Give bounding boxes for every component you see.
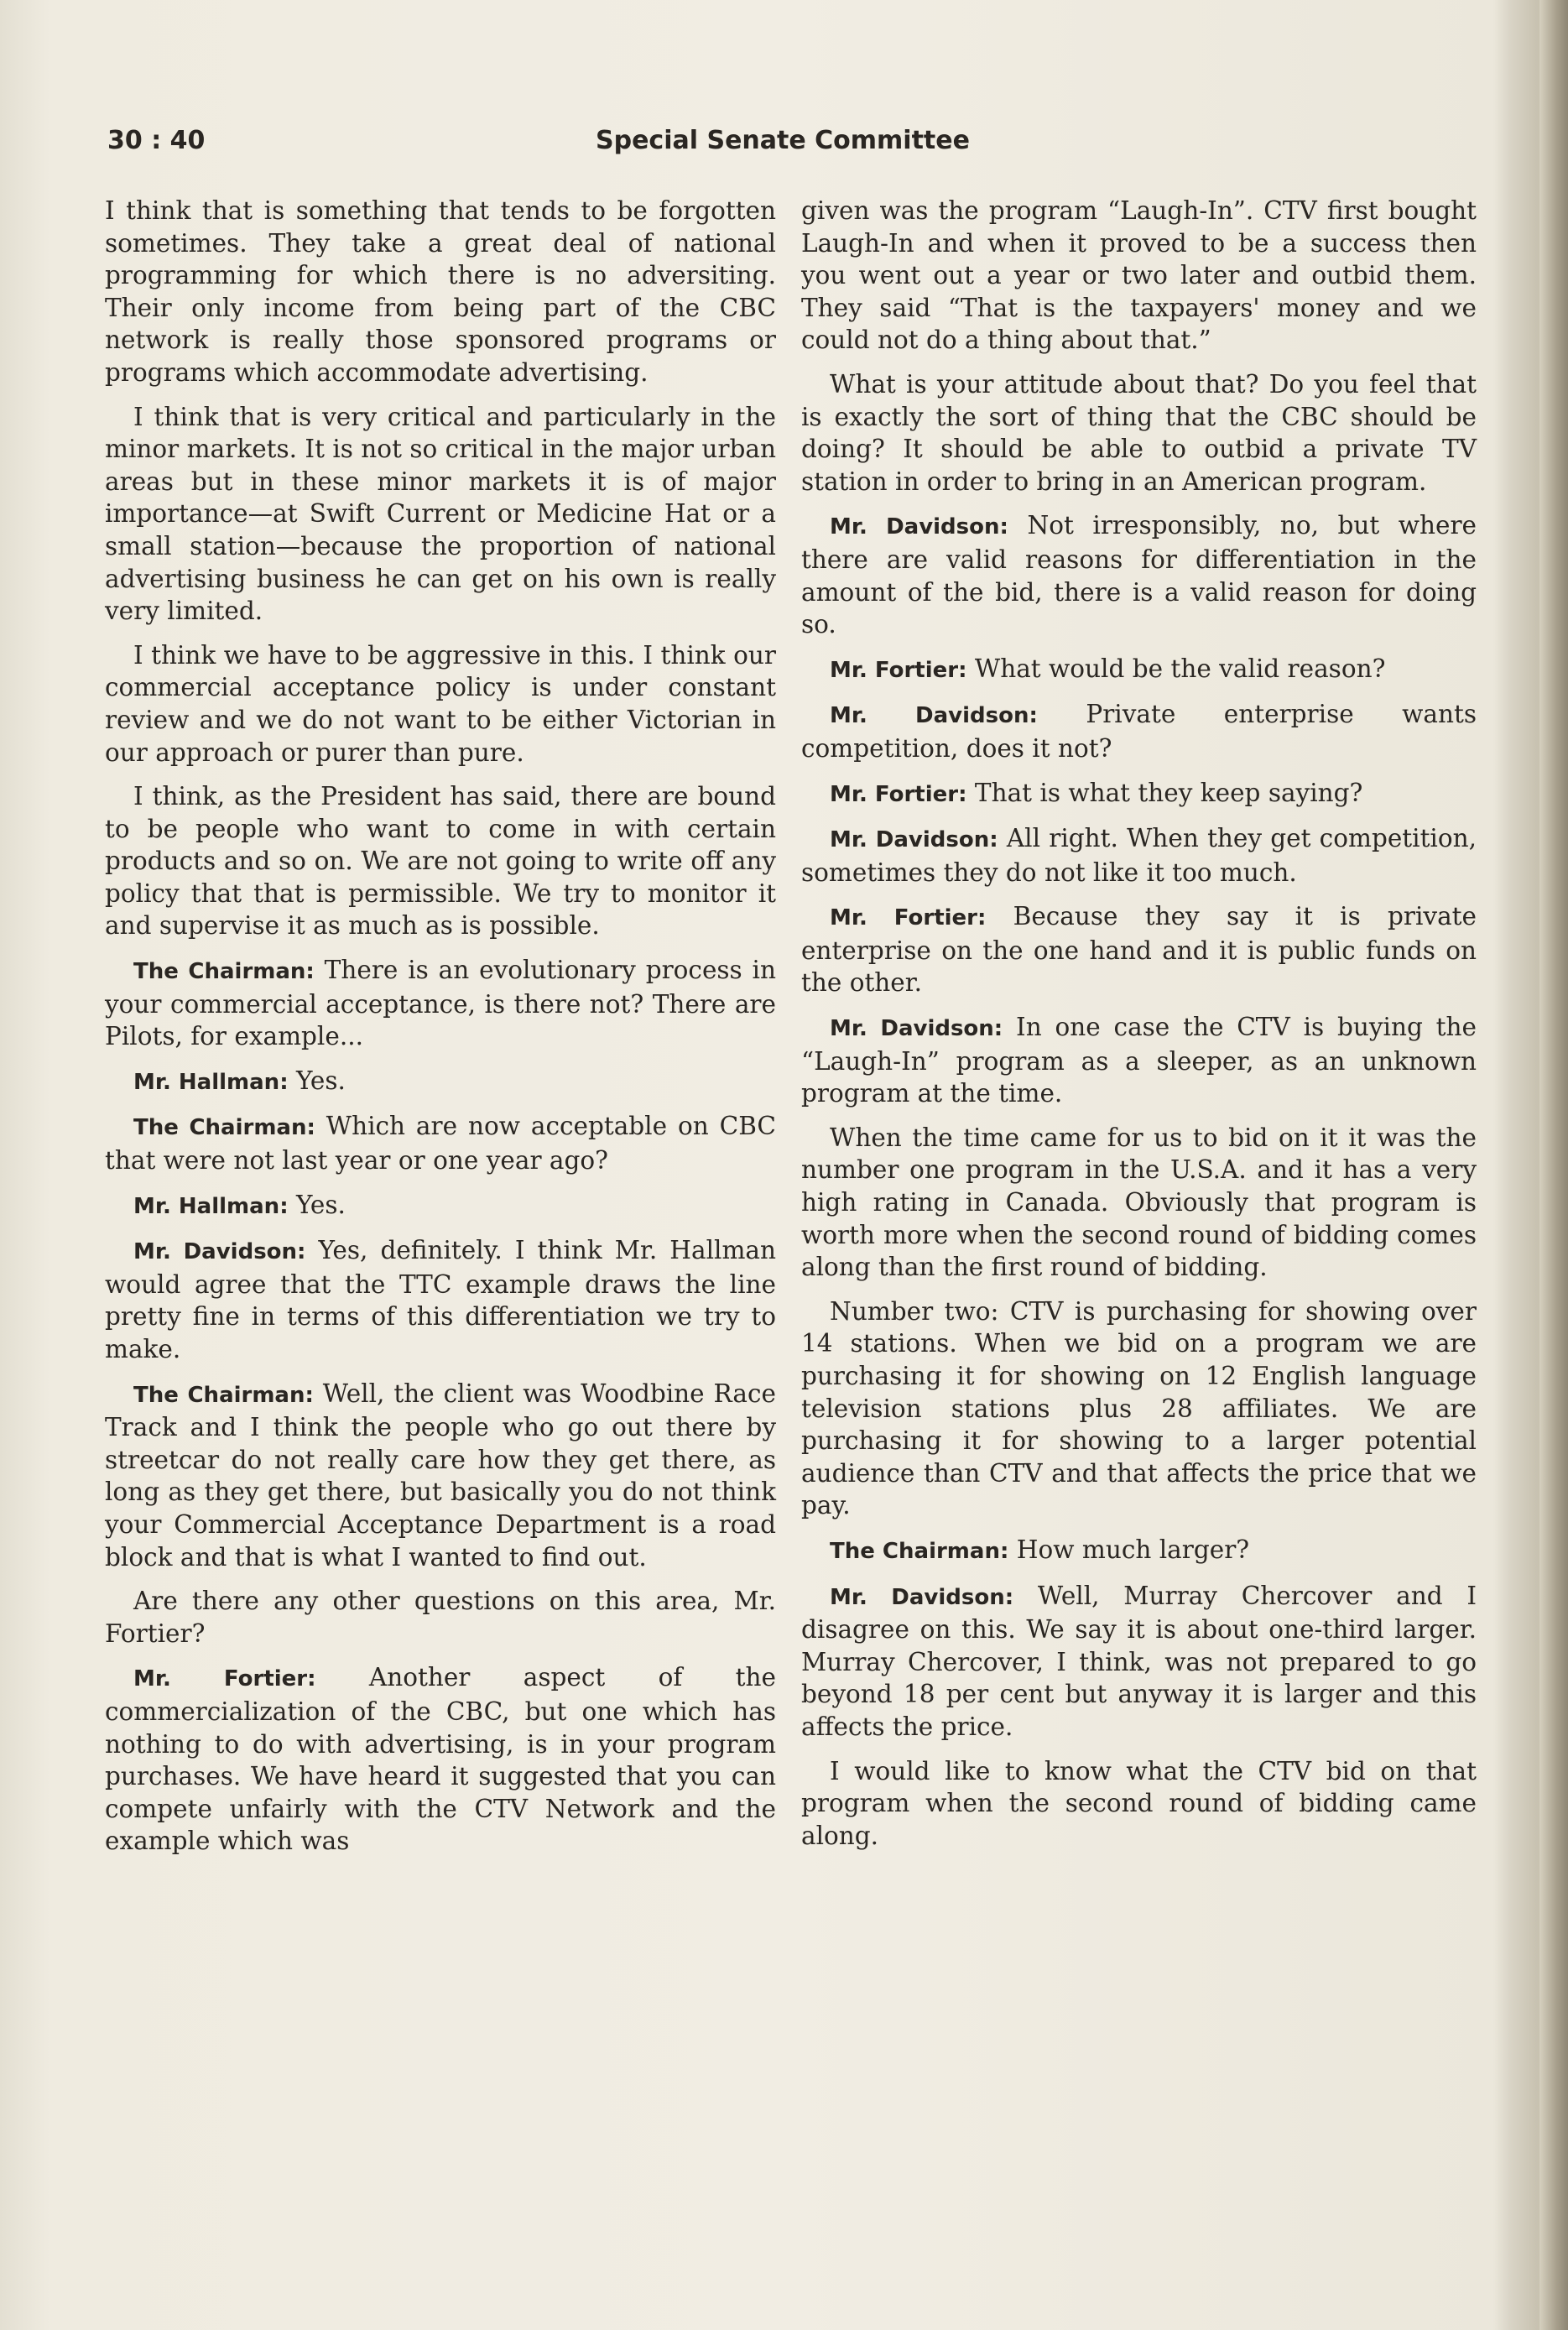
speech-paragraph	[801, 1580, 1477, 1744]
page-number: 30 : 40	[107, 126, 206, 155]
speaker-name: The Chairman:	[133, 959, 315, 985]
speaker-name: Mr. Hallman:	[133, 1193, 289, 1219]
speech-paragraph	[801, 698, 1477, 764]
paragraph-text: Not irresponsibly, no, but where there are valid reasons for differentiation in the amount of the bid, there is a valid reason for doing so.	[801, 511, 1477, 639]
speech-paragraph	[801, 509, 1477, 640]
paragraph-text: How much larger?	[1008, 1535, 1250, 1564]
speaker-name: Mr. Fortier:	[830, 657, 967, 683]
paragraph-text: Number two: CTV is purchasing for showing over 14 stations. When we bid on a program we are purchasing it for showing on 12 English language television stations plus 28 affiliates. We are purchasing it for showing to a larger potential audience than CTV and that affects the price that we pay.	[801, 1296, 1477, 1520]
continued-paragraph	[105, 195, 776, 389]
speech-paragraph	[105, 1661, 776, 1858]
paragraph-text: What is your attitude about that? Do you feel that is exactly the sort of thing that the CBC should be doing? It should be able to outbid a private TV station in order to bring in an American program.	[801, 369, 1477, 496]
paragraph-text: Which are now acceptable on CBC that were not last year or one year ago?	[105, 1112, 776, 1175]
paragraph-text: I would like to know what the CTV bid on that program when the second round of bidding came along.	[801, 1756, 1477, 1850]
speaker-name: Mr. Fortier:	[830, 781, 967, 807]
speech-paragraph	[801, 900, 1477, 999]
speech-paragraph	[801, 777, 1477, 811]
book-spine-edge	[1539, 0, 1568, 2330]
paragraph-text: Well, the client was Woodbine Race Track and I think the people who go out there by streetcar do not really care how they get there, as long as they get there, but basically you do not think your Commercial Acceptance Department is a road block and that is what I wanted to find out.	[105, 1379, 776, 1572]
paragraph-text: I think that is very critical and particularly in the minor markets. It is not so critical in the major urban areas but in these minor markets it is of major importance—at Swift Current or Medicine Hat or a small station—because the proportion of national advertising business he can get on his own is really very limited.	[105, 402, 776, 626]
paragraph-text: Are there any other questions on this area, Mr. Fortier?	[105, 1587, 776, 1648]
paragraph-text: All right. When they get competition, sometimes they do not like it too much.	[801, 824, 1477, 887]
speech-paragraph	[105, 1065, 776, 1099]
paragraph-text: When the time came for us to bid on it it was the number one program in the U.S.A. and it has a very high rating in Canada. Obviously that program is worth more when the second round of bidding comes along than the first round of bidding.	[801, 1123, 1477, 1282]
speech-paragraph	[801, 653, 1477, 687]
speech-paragraph	[105, 954, 776, 1053]
running-title: Special Senate Committee	[596, 126, 970, 155]
paragraph-text: Yes.	[288, 1066, 346, 1095]
speaker-name: Mr. Davidson:	[830, 514, 1008, 540]
paragraph	[801, 1755, 1477, 1853]
paragraph-text: given was the program “Laugh-In”. CTV first bought Laugh-In and when it proved to be a success then you went out a year or two later and outbid them. They said “That is the taxpayers' money and we could not do a thing about that.”	[801, 196, 1477, 355]
speech-paragraph	[801, 1011, 1477, 1110]
paragraph	[801, 368, 1477, 498]
speaker-name: The Chairman:	[133, 1115, 315, 1141]
continued-paragraph	[801, 195, 1477, 357]
speaker-name: Mr. Fortier:	[133, 1666, 316, 1692]
paragraph-text: In one case the CTV is buying the “Laugh-In” program as a sleeper, as an unknown program at the time.	[801, 1013, 1477, 1108]
paragraph-text: Another aspect of the commercialization of the CBC, but one which has nothing to do with advertising, is in your program purchases. We have heard it suggested that you can compete unfairly with the CTV Network and the example which was	[105, 1663, 776, 1856]
paragraph-text: What would be the valid reason?	[966, 654, 1386, 683]
speaker-name: Mr. Davidson:	[133, 1239, 306, 1265]
paragraph-text: I think that is something that tends to be forgotten sometimes. They take a great deal of national programming for which there is no adversiting. Their only income from being part of the CBC network is really those sponsored programs or programs which accommodate advertising.	[105, 196, 776, 387]
paragraph	[801, 1122, 1477, 1284]
paragraph-text: There is an evolutionary process in your commercial acceptance, is there not? There are Pilots, for example...	[105, 956, 776, 1051]
paragraph	[105, 401, 776, 628]
left-column	[105, 195, 776, 1869]
paragraph-text: Private enterprise wants competition, does it not?	[801, 700, 1477, 763]
speech-paragraph	[801, 822, 1477, 889]
paragraph-text: Yes, definitely. I think Mr. Hallman would agree that the TTC example draws the line pretty fine in terms of this differentiation we try to make.	[105, 1236, 777, 1363]
paragraph-text: I think, as the President has said, there are bound to be people who want to come in with certain products and so on. We are not going to write off any policy that that is permissible. We try to monitor it and supervise it as much as is possible.	[105, 782, 776, 941]
paragraph-text: I think we have to be aggressive in this. I think our commercial acceptance policy is under constant review and we do not want to be either Victorian in our approach or purer than pure.	[105, 640, 776, 767]
paragraph-text: That is what they keep saying?	[966, 778, 1363, 807]
speaker-name: The Chairman:	[133, 1382, 314, 1408]
speaker-name: Mr. Davidson:	[830, 827, 998, 853]
speaker-name: The Chairman:	[830, 1538, 1009, 1564]
speech-paragraph	[105, 1378, 776, 1574]
speaker-name: Mr. Davidson:	[830, 1016, 1003, 1042]
paragraph	[105, 1585, 776, 1650]
speech-paragraph	[801, 1534, 1477, 1568]
paragraph	[105, 780, 776, 942]
speaker-name: Mr. Davidson:	[830, 1584, 1014, 1610]
speaker-name: Mr. Davidson:	[830, 703, 1038, 729]
speaker-name: Mr. Hallman:	[133, 1069, 289, 1095]
paragraph	[105, 639, 776, 769]
paragraph-text: Well, Murray Chercover and I disagree on this. We say it is about one-third larger. Murray Chercover, I think, was not prepared to go beyond 18 per cent but anyway it is larger and this affects the price.	[801, 1581, 1477, 1741]
paragraph	[801, 1295, 1477, 1522]
right-column	[801, 195, 1477, 1863]
paragraph-text: Yes.	[288, 1190, 346, 1219]
speech-paragraph	[105, 1234, 776, 1365]
paragraph-text: Because they say it is private enterprise on the one hand and it is public funds on the other.	[801, 902, 1477, 998]
speaker-name: Mr. Fortier:	[830, 905, 987, 931]
speech-paragraph	[105, 1189, 776, 1223]
speech-paragraph	[105, 1110, 776, 1176]
running-header	[107, 126, 988, 168]
